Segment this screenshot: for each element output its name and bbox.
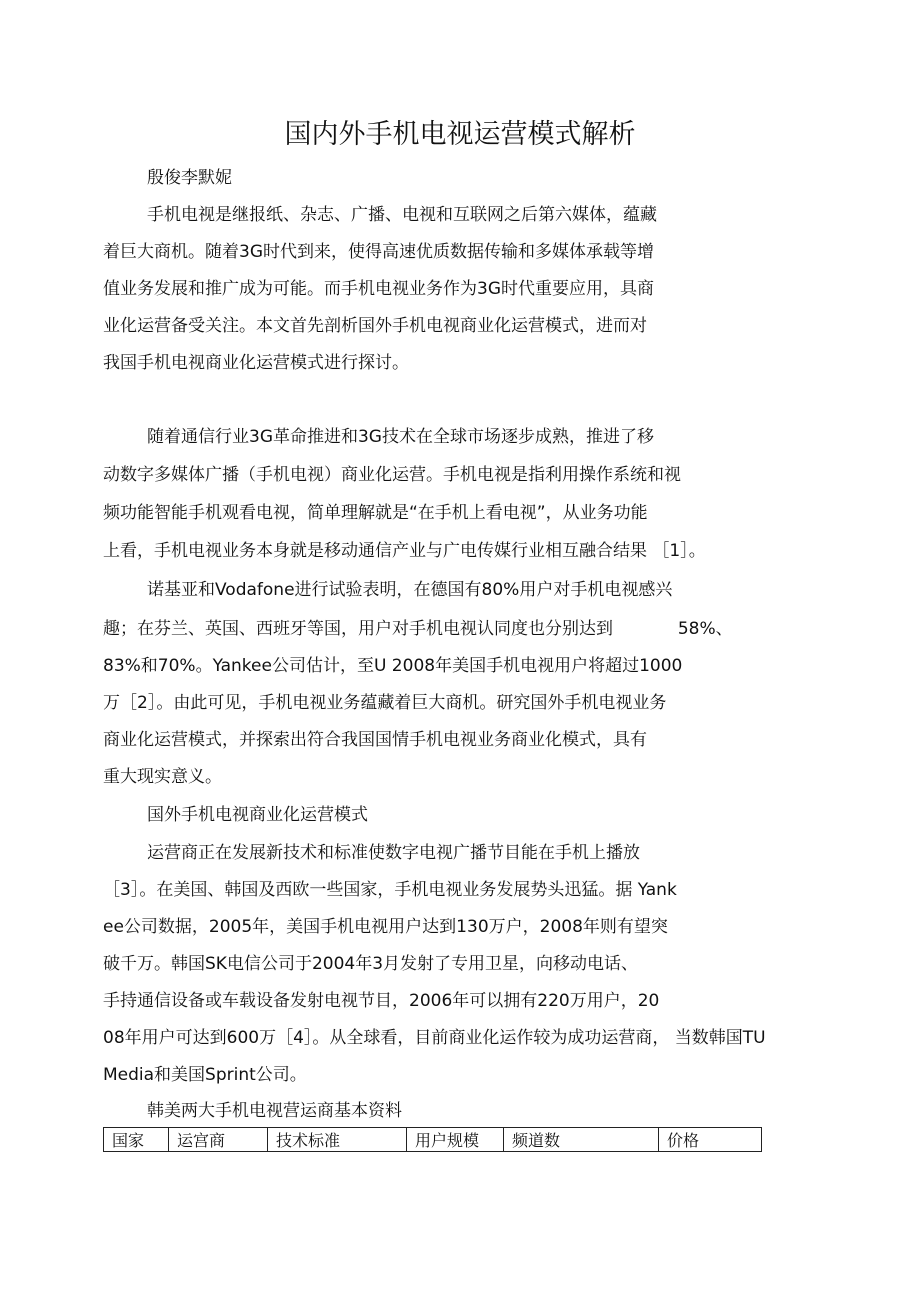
- table-header-cell: 国家: [104, 1128, 169, 1152]
- paragraph-line: Media和美国Sprint公司。: [103, 1065, 307, 1085]
- paragraph-line: 08年用户可达到600万［4］。从全球看，目前商业化运作较为成功运营商， 当数韩国TU: [103, 1028, 766, 1048]
- section-heading: 国外手机电视商业化运营模式: [147, 805, 368, 825]
- abstract-line: 业化运营备受关注。本文首先剖析国外手机电视商业化运营模式，进而对: [103, 316, 647, 336]
- table-header-cell: 运宫商: [169, 1128, 268, 1152]
- paragraph-line: 频功能智能手机观看电视，简单理解就是“在手机上看电视”，从业务功能: [103, 503, 648, 523]
- page-title: 国内外手机电视运营模式解析: [284, 119, 636, 150]
- paragraph-line: 动数字多媒体广播（手机电视）商业化运营。手机电视是指利用操作系统和视: [103, 465, 681, 485]
- paragraph-line: 重大现实意义。: [103, 767, 222, 787]
- paragraph-line: 商业化运营模式，并探索出符合我国国情手机电视业务商业化模式，具有: [103, 730, 647, 750]
- author-line: 殷俊李默妮: [147, 168, 232, 188]
- table-header-cell: 用户规模: [407, 1128, 504, 1152]
- paragraph-line: 随着通信行业3G革命推进和3G技术在全球市场逐步成熟，推进了移: [147, 427, 654, 447]
- abstract-line: 着巨大商机。随着3G时代到来，使得高速优质数据传输和多媒体承载等增: [103, 242, 654, 262]
- paragraph-line: ee公司数据，2005年，美国手机电视用户达到130万户，2008年则有望突: [103, 917, 668, 937]
- abstract-line: 我国手机电视商业化运营模式进行探讨。: [103, 353, 409, 373]
- abstract-line: 手机电视是继报纸、杂志、广播、电视和互联网之后第六媒体，蕴藏: [147, 205, 657, 225]
- paragraph-line: 趣；在芬兰、英国、西班牙等国，用户对手机电视认同度也分别达到 58%、: [103, 619, 733, 639]
- paragraph-line: 破千万。韩国SK电信公司于2004年3月发射了专用卫星，向移动电话、: [103, 954, 639, 974]
- table-header-cell: 价格: [659, 1128, 762, 1152]
- operator-table: [103, 1127, 762, 1152]
- table-caption: 韩美两大手机电视营运商基本资料: [147, 1101, 402, 1121]
- abstract-line: 值业务发展和推广成为可能。而手机电视业务作为3G时代重要应用，具商: [103, 279, 654, 299]
- table-header-row: [104, 1128, 762, 1152]
- paragraph-line: ［3］。在美国、韩国及西欧一些国家，手机电视业务发展势头迅猛。据 Yank: [103, 880, 677, 900]
- paragraph-line: 上看，手机电视业务本身就是移动通信产业与广电传媒行业相互融合结果 ［1］。: [103, 541, 706, 561]
- paragraph-line: 万［2］。由此可见，手机电视业务蕴藏着巨大商机。研究国外手机电视业务: [103, 693, 667, 713]
- paragraph-line: 诺基亚和Vodafone进行试验表明，在德国有80%用户对手机电视感兴: [147, 580, 673, 600]
- paragraph-line: 运营商正在发展新技术和标准使数字电视广播节目能在手机上播放: [147, 843, 640, 863]
- paragraph-line: 83%和70%。Yankee公司估计，至U 2008年美国手机电视用户将超过1000: [103, 656, 683, 676]
- table-header-cell: 频道数: [504, 1128, 659, 1152]
- paragraph-line: 手持通信设备或车载设备发射电视节目，2006年可以拥有220万用户，20: [103, 991, 660, 1011]
- table-header-cell: 技术标准: [268, 1128, 407, 1152]
